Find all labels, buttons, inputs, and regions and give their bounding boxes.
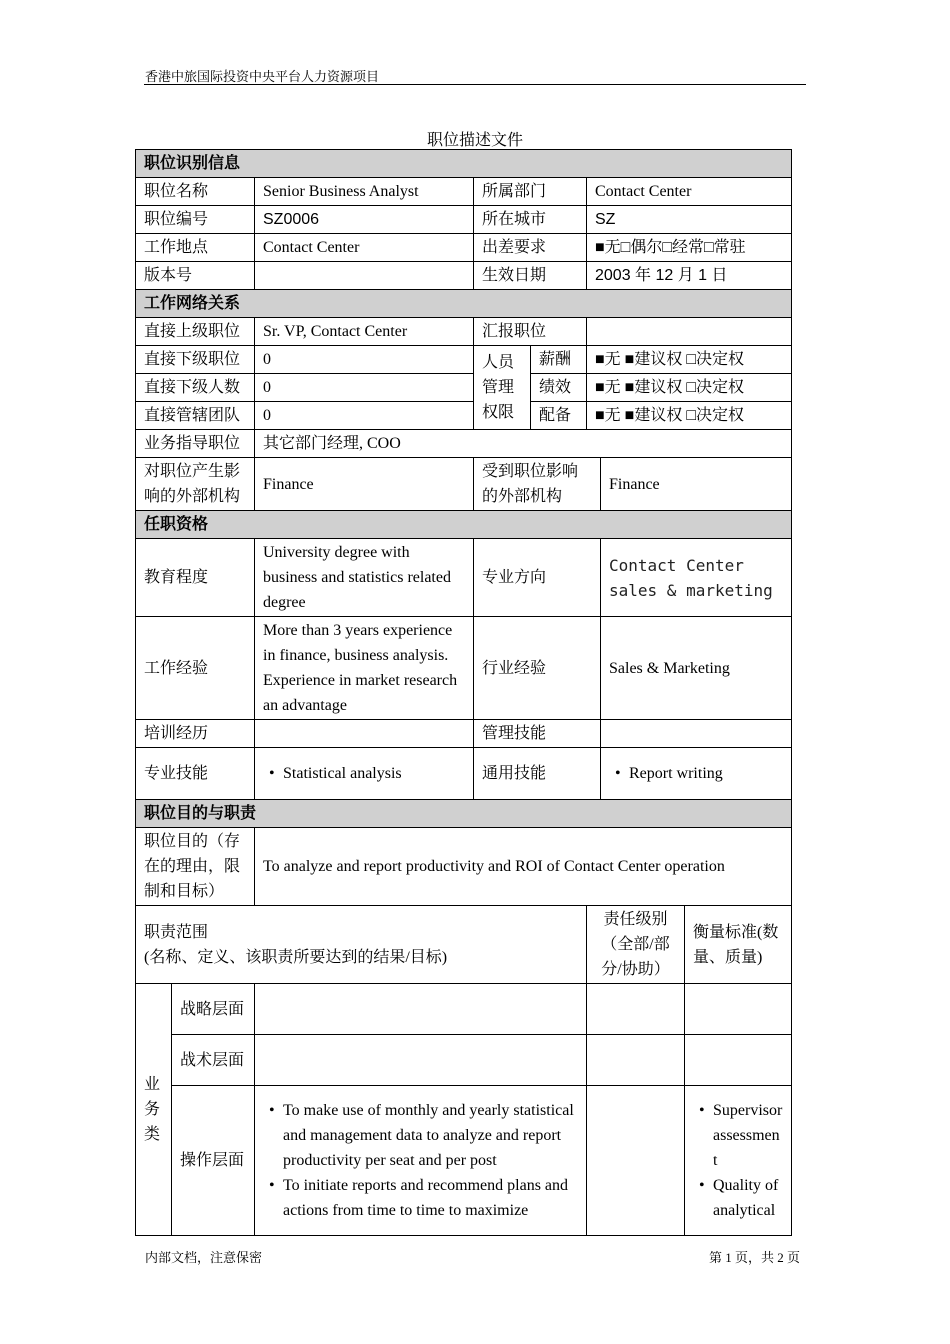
location-value: Contact Center [255, 234, 474, 262]
operational-duty-item: • To make use of monthly and yearly statistical and management data to analyze and report productivity per seat and per post [263, 1098, 578, 1173]
job-description-table [135, 149, 792, 1236]
operational-label: 操作层面 [172, 1086, 255, 1236]
external-impact-value: Finance [255, 458, 474, 511]
effective-date-label: 生效日期 [474, 262, 587, 290]
level-label: 责任级别（全部/部分/协助） [587, 906, 685, 984]
tactical-level [587, 1035, 685, 1086]
measure-label: 衡量标准(数量、质量) [685, 906, 792, 984]
operational-measures [685, 1086, 792, 1236]
tactical-measure [685, 1035, 792, 1086]
major-value: Contact Center sales & marketing [601, 539, 792, 617]
operational-measure-item: • Quality of analytical [693, 1173, 783, 1223]
operational-measure-item: • Supervisor assessment [693, 1098, 783, 1173]
travel-option-occasional: □偶尔 [620, 239, 663, 256]
scope-label: 职责范围 [144, 923, 209, 941]
business-label-char-2: 务 [144, 1101, 161, 1118]
position-name-label: 职位名称 [136, 178, 255, 206]
direct-team-label: 直接管辖团队 [136, 402, 255, 430]
industry-experience-value: Sales & Marketing [601, 617, 792, 720]
tactical-duties [255, 1035, 587, 1086]
business-label-char-1: 业 [144, 1076, 161, 1093]
city-value: SZ [587, 206, 792, 234]
management-skill-label: 管理技能 [474, 720, 601, 748]
salary-label: 薪酬 [531, 346, 587, 374]
general-skill-value [601, 748, 792, 800]
position-name-value: Senior Business Analyst [255, 178, 474, 206]
direct-sub-count-label: 直接下级人数 [136, 374, 255, 402]
business-label-char-3: 类 [144, 1126, 161, 1143]
city-label: 所在城市 [474, 206, 587, 234]
version-label: 版本号 [136, 262, 255, 290]
department-value: Contact Center [587, 178, 792, 206]
salary-options: ■无 ■建议权 □决定权 [587, 346, 792, 374]
direct-sub-count-value: 0 [255, 374, 474, 402]
scope-header [136, 906, 587, 984]
general-skill-item: • Report writing [609, 761, 783, 786]
business-guidance-label: 业务指导职位 [136, 430, 255, 458]
direct-sub-position-value: 0 [255, 346, 474, 374]
section-duty-title: 职位目的与职责 [136, 800, 792, 828]
scope-sub-label: (名称、定义、该职责所要达到的结果/目标) [144, 948, 448, 966]
staffing-label: 配备 [531, 402, 587, 430]
document-title: 职位描述文件 [426, 132, 523, 149]
management-skill-value [601, 720, 792, 748]
professional-skill-label: 专业技能 [136, 748, 255, 800]
experience-value: More than 3 years experience in finance, business analysis. Experience in market research an advantage [255, 617, 474, 720]
strategic-duties [255, 984, 587, 1035]
external-affected-value: Finance [601, 458, 792, 511]
strategic-label: 战略层面 [172, 984, 255, 1035]
operational-duty-item: • To initiate reports and recommend plans and actions from time to time to maximize [263, 1173, 578, 1223]
location-label: 工作地点 [136, 234, 255, 262]
header-divider [144, 84, 806, 85]
direct-team-value: 0 [255, 402, 474, 430]
footer-confidential: 内部文档，注意保密 [145, 1250, 263, 1265]
travel-option-often: □经常 [662, 239, 705, 256]
authority-label-line-3: 权限 [482, 404, 515, 421]
authority-label [474, 346, 531, 430]
position-code-label: 职位编号 [136, 206, 255, 234]
business-guidance-value: 其它部门经理, COO [255, 430, 792, 458]
purpose-label: 职位目的（存在的理由，限制和目标） [136, 828, 255, 906]
section-identity-title: 职位识别信息 [136, 150, 792, 178]
department-label: 所属部门 [474, 178, 587, 206]
education-value: University degree with business and statistics related degree [255, 539, 474, 617]
general-skill-label: 通用技能 [474, 748, 601, 800]
operational-level [587, 1086, 685, 1236]
strategic-measure [685, 984, 792, 1035]
major-label: 专业方向 [474, 539, 601, 617]
professional-skill-item: • Statistical analysis [263, 761, 465, 786]
staffing-options: ■无 ■建议权 □决定权 [587, 402, 792, 430]
tactical-label: 战术层面 [172, 1035, 255, 1086]
operational-duties [255, 1086, 587, 1236]
external-affected-label: 受到职位影响的外部机构 [474, 458, 601, 511]
performance-options: ■无 ■建议权 □决定权 [587, 374, 792, 402]
external-impact-label: 对职位产生影响的外部机构 [136, 458, 255, 511]
professional-skill-value [255, 748, 474, 800]
industry-experience-label: 行业经验 [474, 617, 601, 720]
authority-label-line-1: 人员 [482, 354, 515, 371]
version-value [255, 262, 474, 290]
direct-sub-position-label: 直接下级职位 [136, 346, 255, 374]
footer-page-number: 第 1 页，共 2 页 [709, 1250, 801, 1265]
effective-date-value: 2003 年 12 月 1 日 [587, 262, 792, 290]
report-position-label: 汇报职位 [474, 318, 587, 346]
training-label: 培训经历 [136, 720, 255, 748]
travel-options [587, 234, 792, 262]
header-project-title: 香港中旅国际投资中央平台人力资源项目 [145, 69, 380, 84]
business-category-label [136, 984, 172, 1236]
position-code-value: SZ0006 [255, 206, 474, 234]
travel-option-none: ■无 [595, 239, 621, 256]
section-network-title: 工作网络关系 [136, 290, 792, 318]
education-label: 教育程度 [136, 539, 255, 617]
performance-label: 绩效 [531, 374, 587, 402]
experience-label: 工作经验 [136, 617, 255, 720]
section-qualification-title: 任职资格 [136, 511, 792, 539]
authority-label-line-2: 管理 [482, 379, 515, 396]
strategic-level [587, 984, 685, 1035]
report-position-value [587, 318, 792, 346]
purpose-value: To analyze and report productivity and ROI of Contact Center operation [255, 828, 792, 906]
training-value [255, 720, 474, 748]
direct-superior-value: Sr. VP, Contact Center [255, 318, 474, 346]
direct-superior-label: 直接上级职位 [136, 318, 255, 346]
travel-option-resident: □常驻 [704, 239, 746, 256]
travel-label: 出差要求 [474, 234, 587, 262]
